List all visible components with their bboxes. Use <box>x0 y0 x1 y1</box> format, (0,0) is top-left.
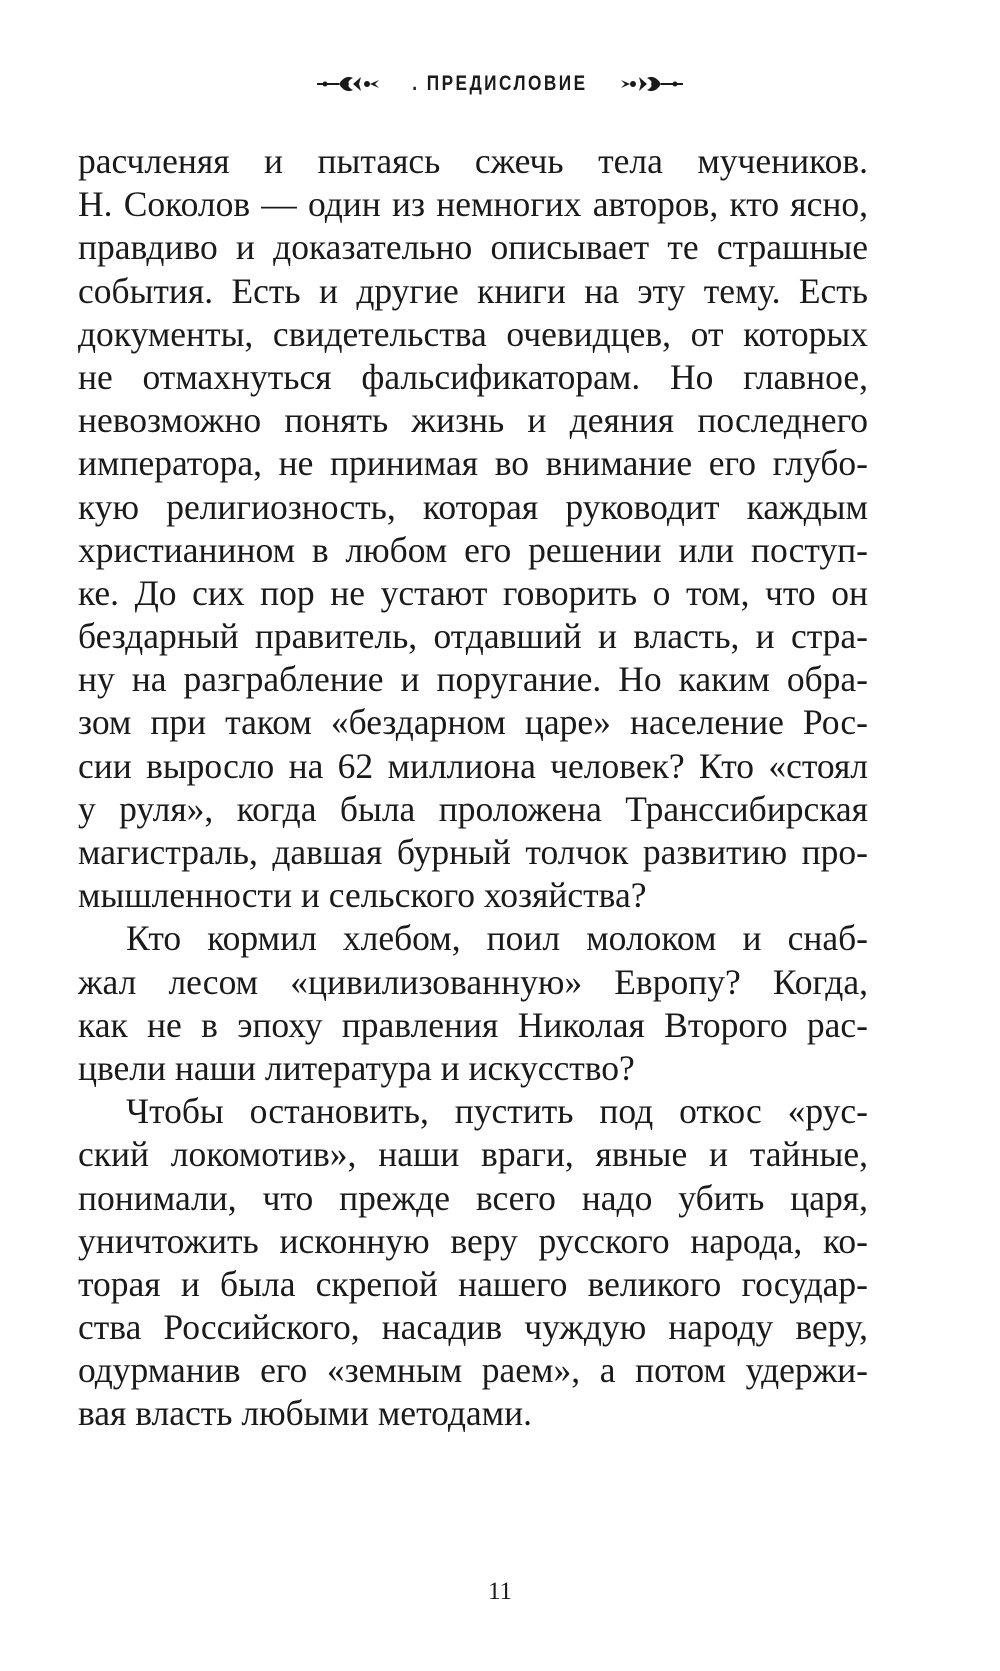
fleuron-left-icon <box>317 72 379 96</box>
header-title: . ПРЕДИСЛОВИЕ <box>412 72 588 95</box>
fleuron-right-icon <box>621 72 683 96</box>
text-line: Чтобы остановить, пустить под откос «рус- <box>126 1091 868 1132</box>
text-line: мышленности и сельского хозяйства? <box>78 875 647 916</box>
text-line: торая и была скрепой нашего великого государ- <box>78 1263 868 1304</box>
text-line: ну на разграбление и поругание. Но каким обра- <box>78 659 868 700</box>
text-line: вая власть любыми методами. <box>78 1393 532 1434</box>
text-line: ства Российского, насадив чуждую народу веру, <box>78 1307 868 1348</box>
text-line: цвели наши литература и искусство? <box>78 1047 635 1088</box>
page-number: 11 <box>487 1578 513 1605</box>
text-line: сии выросло на 62 миллиона человек? Кто «стоял <box>78 745 868 786</box>
text-line: ский локомотив», наши враги, явные и тайные, <box>78 1134 868 1175</box>
text-line: Н. Соколов — один из немногих авторов, кто ясно, <box>78 184 868 225</box>
text-line: жал лесом «цивилизованную» Европу? Когда, <box>78 961 868 1002</box>
text-line: события. Есть и другие книги на эту тему. Есть <box>78 270 868 311</box>
text-line: правдиво и доказательно описывает те страшные <box>78 227 868 268</box>
text-line: христианином в любом его решении или поступ- <box>78 529 868 570</box>
text-line: уничтожить исконную веру русского народа, ко- <box>78 1220 868 1261</box>
text-line: невозможно понять жизнь и деяния последнего <box>78 400 868 441</box>
text-line: расчленяя и пытаясь сжечь тела мучеников. <box>78 141 868 181</box>
text-line: не отмахнуться фальсификаторам. Но главное, <box>78 356 868 397</box>
body-text <box>78 140 868 1436</box>
text-line: ке. До сих пор не устают говорить о том, что он <box>78 572 868 613</box>
text-line: кую религиозность, которая руководит каждым <box>78 486 868 527</box>
text-line: магистраль, давшая бурный толчок развитию про- <box>78 832 868 872</box>
text-line: бездарный правитель, отдавший и власть, и стра- <box>78 616 868 657</box>
text-line: как не в эпоху правления Николая Второго рас- <box>78 1004 868 1045</box>
text-line: понимали, что прежде всего надо убить царя, <box>78 1177 868 1218</box>
text-line: Кто кормил хлебом, поил молоком и снаб- <box>126 918 868 959</box>
text-line: документы, свидетельства очевидцев, от которых <box>78 313 868 354</box>
text-line: у руля», когда была проложена Транссибирская <box>78 788 868 829</box>
text-line: одурманив его «земным раем», а потом удержи- <box>78 1350 868 1391</box>
running-header <box>0 66 1000 102</box>
text-line: зом при таком «бездарном царе» население Рос- <box>78 702 868 743</box>
text-line: императора, не принимая во внимание его глубо- <box>78 443 868 484</box>
